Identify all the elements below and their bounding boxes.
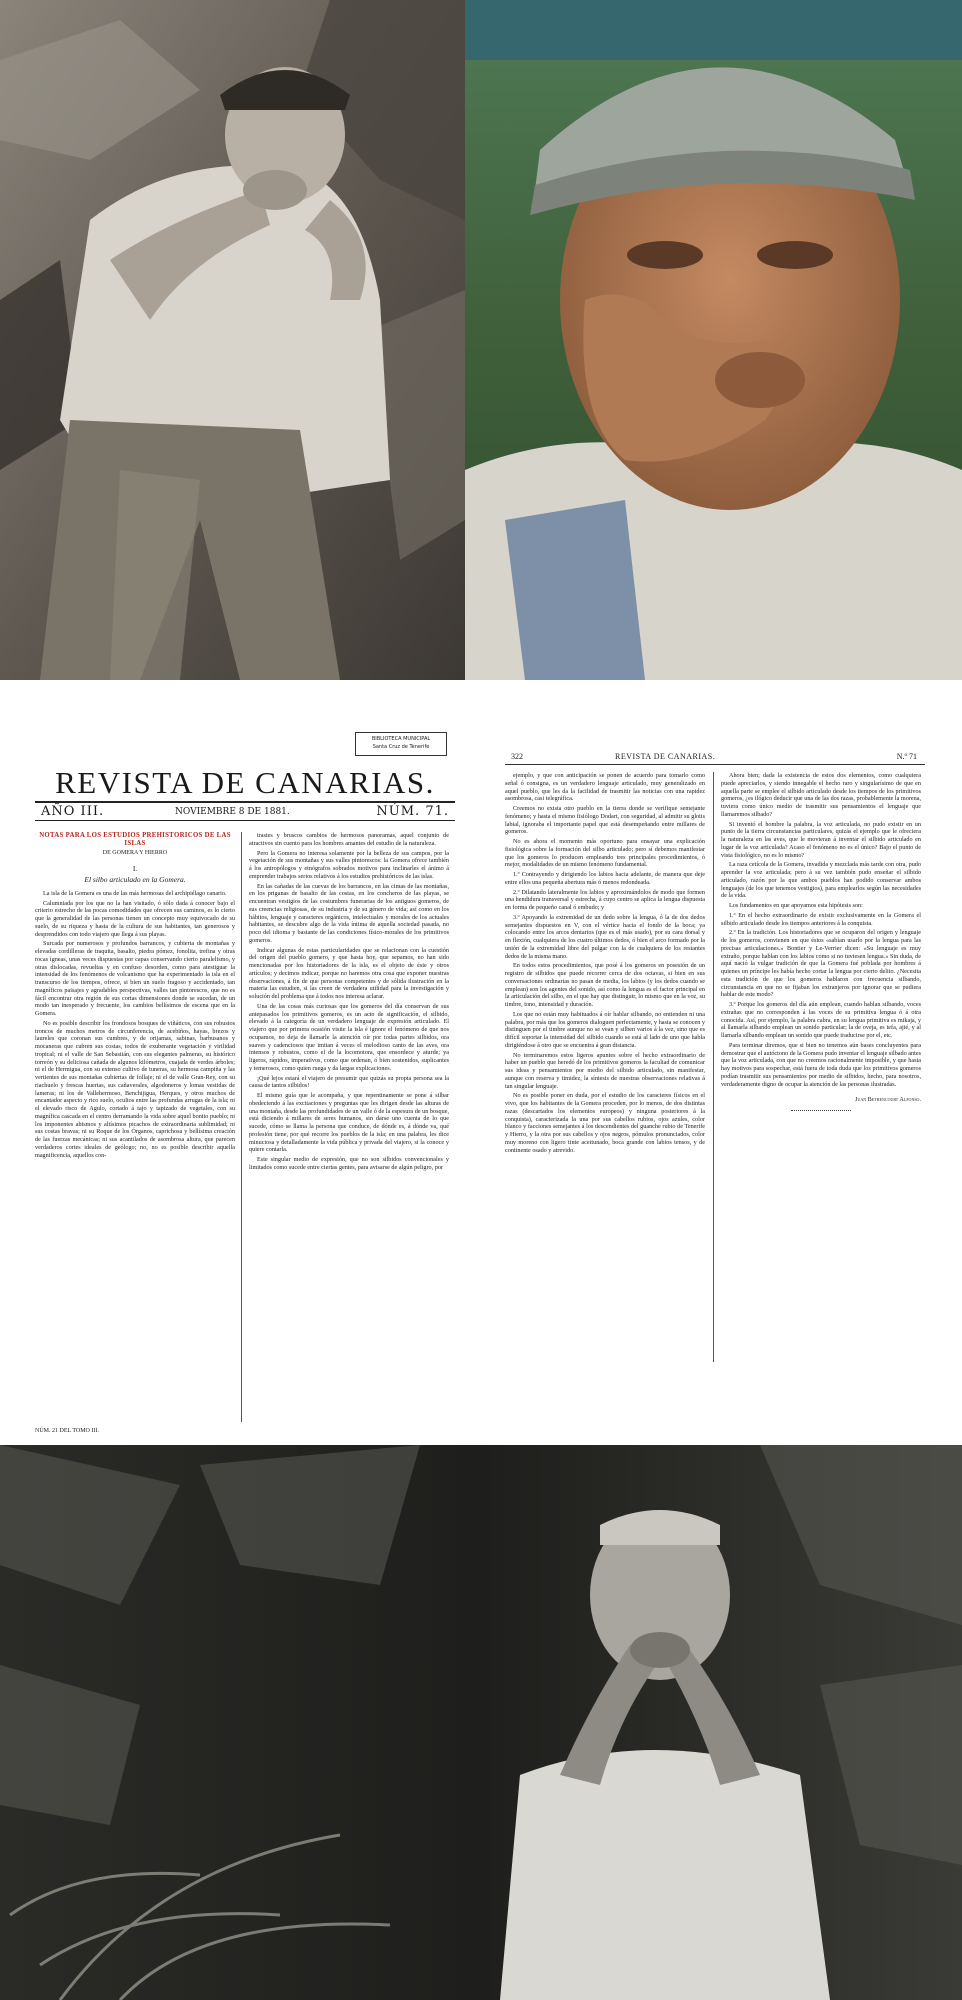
whistling-man-color-photo-icon [465, 0, 962, 680]
article-paragraph: Este singular medio de expresión, que no son silbidos convencionales y limitados como sucede entre ciertas gentes, para avisarse de algún peligro, por [249, 1156, 449, 1171]
page-number: 322 [511, 752, 523, 761]
article-paragraph: No es ahora el momento más oportuno para ensayar una explicación fisiológica sobre la formación del silbo articulado; pero sí debemos manifestar que los gomeros lo producen empleando tres principales procedimientos, ó mejor, modalidades de un mismo fenómeno fundamental. [505, 838, 705, 869]
article-paragraph: Surcada por numerosos y profundos barrancos, y cubierta de montañas y elevadas cordilleras de traquita, basalto, piedra pómez, fonolita, trefina y otras rocas ígneas, unas veces dispuestas por capas conservando cierto paralelismo, y otras dislocadas, revueltas y en confuso desorden, como para atestiguar la intensidad de los fenómenos de volcanismo que ha experimentado la isla en el transcurso de los tiempos, ofrece, si bien un suelo fragoso y accidentado, tan magníficos paisajes y agradables perspectivas, valles tan pintorescos, que no es fácil encontrar otra región de sus cortas dimensiones donde se sucedan, de un modo tan inesperado y frecuente, los cambios bellísimos de escena que en la Gomera. [35, 940, 235, 1017]
article-paragraph: No es posible describir los frondosos bosques de viñáticos, con sus robustos troncos de muchos metros de circunferencia, de acebiños, hayas, brezos y laureles que coronan sus cumbres, y de orijamas, sabinas, barbusanos y mocaneras que cubren sus costas, todos de exuberante vegetación y virilidad tropical; ni el valle de San Sebastián, con sus elegantes palmeras, su histórico torreón y su deliciosa cañada de algunos kilómetros, cuajada de verdes árboles; ni el de Hermigua, con su extenso cultivo de tuneras, su hermosa campiña y las vertientes de sus montañas cubiertas de follaje; ni el de valle Gran-Rey, con su riachuelo y frescas huertas, sus cañaverales, algodoneros y lomas vestidas de lameras; ni los de Vallehermoso, Benchijigua, Herques, y otros muchos de encantador aspecto y rico suelo, ocultos entre las profundas arrugas de la isla; ni el elevado risco de Agulo, cortado á tajo y tapizado de vegetales, con su magnífica cascada en el centro derramando la vida sobre aquel bonito pueblo; ni los imponentes abismos y altísimos picachos de extraordinaria sublimidad; ni sus costas bravas; ni su Roque de los Órganos, caprichosa y bellísima creación de las fuerzas mecánicas; ni sus acantilados de asombrosa altura, que parecen verdaderos cortes ideales de geólogo; no, no es posible describir aquella magnificencia, aquellos con- [35, 1019, 235, 1159]
column-divider [241, 832, 242, 1422]
article-column-2 [249, 832, 449, 1422]
section-subheading: DE GOMERA Y HIERRO [102, 849, 168, 856]
article-paragraph: Creemos no exista otro pueblo en la tierra donde se verifique semejante fenómeno; y hasta el mismo fisiólogo Dodart, con seguridad, al admitir su glotis labial, ignoraba el importante papel que está desempeñando entre millares de gomeros. [505, 805, 705, 836]
signature-rule [791, 1110, 851, 1111]
article-paragraph: ¡Qué lejos estará el viajero de presumir que quizás su propia persona sea la causa de tantos silbidos! [249, 1074, 449, 1090]
whistling-elderly-man-bw-photo-icon [0, 1445, 962, 2000]
issue-date: NOVIEMBRE 8 DE 1881. [175, 807, 290, 817]
section-heading: NOTAS PARA LOS ESTUDIOS PREHISTÓRICOS DE LAS ISLAS [39, 832, 231, 847]
masthead: REVISTA DE CANARIAS. [55, 765, 435, 800]
column-text [505, 772, 705, 1154]
article-paragraph: 2.º Dilatando lateralmente los labios y aproximándolos de modo que formen una hendidura transversal y estrecha, á cuyo centro se aplica la lengua dispuesta en forma de pequeño canal ó embudo; y [505, 888, 705, 911]
article-paragraph: 1.º Contrayendo y dirigiendo los labios hacia adelante, de manera que deje entre ellos una pequeña abertura más ó menos redondeada. [505, 871, 705, 886]
article-paragraph: Para terminar diremos, que si bien no tenemos aún bases concluyentes para demostrar que el autóctono de la Gomera pudo inventar el lenguaje silbado antes que la voz articulada, con que no creemos racionalmente imposible, y que hasta hay motivos para sospechar, está fuera de toda duda que los primitivos gomeros podían trasmitir sus pensamientos por medio de silbidos, hecho, para nosotros, verdaderamente digno de ocupar la atención de las personas ilustradas. [721, 1041, 921, 1088]
whistling-man-bw-photo-icon [0, 0, 465, 680]
newspaper-page-left [35, 680, 455, 1445]
column-text [721, 772, 921, 1088]
article-paragraph: Una de las cosas más curiosas que los gomeros del día conservan de sus antepasados los primitivos gomeros, es un acto de significación, el silbido, elevado á la categoría de un verdadero lenguaje de expresión articulado. El viajero que por primera ocasión visite la isla é ignore el fenómeno de que nos ocupamos, no deja de llamarle la atención oír por todas partes silbidos, ora suaves y cadenciosos que imitan á veces el melodioso canto de las aves, ora intensos y robustos, como el de la locomotora, que ensordece y aturde; ya ligeros, rápidos, imperativos, como que ordenan, ó bien sostenidos, suplicantes y temerosos, como quien ruega y da largas explicaciones. [249, 1002, 449, 1072]
photo-whistling-man-color [465, 0, 962, 680]
article-paragraph: No es posible poner en duda, por el estudio de los caracteres físicos en el vivo, que los habitantes de la Gomera proceden, por lo menos, de dos distintas razas (descartados los elementos europeos) y ninguna posteriores á la conquista), caracterizada la una por sus cabellos rubios, ojos azules, color blanco y facciones semejantes á los descendientes del guanche rubio de Tenerife y Hierro, y la otra por sus cabellos y ojos negros, pómulos pronunciados, color muy moreno con ligero tinte aceitunado, boca grande con labios tensos, y de continente osado y atrevido. [505, 1092, 705, 1154]
article-column-1 [35, 832, 235, 1422]
article-paragraph: 3.º Apoyando la extremidad de un dedo sobre la lengua, ó la de dos dedos semejantes dispuestos en V, con el vértice hacia el fondo de la boca; ya colocando entre los arcos dentarios (que es el más usado), por su cara dorsal y en flexión, cualquiera de los cuatro últimos dedos, ó bien el arco formado por la unión de la extremidad libre del pulgar con la de cualquiera de los restantes dedos de la misma mano. [505, 913, 705, 960]
issue-line [35, 801, 455, 821]
article-paragraph: Indicar algunas de estas particularidades que se relacionan con la cuestión del origen del pueblo gomero, y que hasta hoy, que sepamos, no han sido mencionadas por los historiadores de la isla, es el objeto de éste y otros artículos; y decimos indicar, porque no haremos otra cosa que exponer nuestras observaciones, á fin de que personas competentes y de sólida ilustración en la materia las estudien, si las creen de verdadera utilidad para la investigación y solución del problema que á todos nos interesa aclarar. [249, 946, 449, 1000]
column-text [35, 890, 235, 1160]
article-column-4 [721, 772, 921, 1362]
article-paragraph: trastes y bruscos cambios de hermosos panoramas, aquel conjunto de atractivos sin cuento para los hombres amantes del estudio de la naturaleza. [249, 832, 449, 847]
column-divider [713, 772, 714, 1362]
page-footer-note: NÚM. 21 DEL TOMO III. [35, 1428, 99, 1434]
issue-number: N.º 71 [896, 752, 917, 761]
library-stamp-line: BIBLIOTECA MUNICIPAL [371, 736, 431, 742]
issue-year: AÑO III. [41, 804, 105, 819]
article-paragraph: ejemplo, y que con anticipación se ponen de acuerdo para tomarlo como señal ó consigna, es un verdadero lenguaje articulado, muy generalizado en aquel pueblo, que les da la facilidad de trasmitir las noticias con una rapidez asombrosa, casi telegráfica. [505, 772, 705, 803]
article-paragraph: 1.º En el hecho extraordinario de existir exclusivamente en la Gomera el silbido articulado desde los tiempos anteriores á la conquista. [721, 911, 921, 927]
article-paragraph: 3.º Porque los gomeros del día aún emplean, cuando hablan silbando, voces extrañas que no corresponden á las voces de su primitiva lengua ó á otra conocida. Así, por ejemplo, la palabra cabra, en su lengua primitiva es mikaja, y al llamarla silbando emplean un sonido particular; la de oveja, es tefa, ajié, y al llamarla silbando emplean un sonido que puede traducirse por el, etc. [721, 1001, 921, 1039]
issue-number: NÚM. 71. [376, 804, 449, 819]
article-paragraph: Los fundamentos en que apoyamos esta hipótesis son: [729, 902, 863, 909]
chapter-title: El silbo articulado en la Gomera. [84, 875, 186, 884]
article-paragraph: Si inventó el hombre la palabra, la voz articulada, no pudo existir en un punto de la tierra circunstancias particulares, quizás el ejemplo que le ofreciera la naturaleza en las aves, que le movieran á inventar el silbido articulado en lugar de la voz articulada? Acaso el fenómeno no es el único? Bajo el punto de vista fisiológico, no es lo mismo? [721, 820, 921, 859]
chapter-number: I. [132, 864, 138, 874]
library-stamp-line: Santa Cruz de Tenerife [372, 744, 430, 750]
article-paragraph: No terminaremos estos ligeros apuntes sobre el hecho extraordinario de haber un pueblo que heredó de los primitivos gomeros la facultad de comunicar sus ideas y pensamientos por medio del silbido articulado, sin manifestar, aunque con reserva y timidez, la síntesis de nuestras observaciones relativas á tan singular lenguaje. [505, 1051, 705, 1090]
column-text [249, 832, 449, 1172]
photo-whistling-elderly-man-bw [0, 1445, 962, 2000]
newspaper-scan [0, 680, 962, 1445]
article-column-3 [505, 772, 705, 1362]
article-paragraph: La raza cetícola de la Gomera, invadida y mezclada más tarde con otra, pudo aprender la voz articulada; pero á su vez también pudo enseñar el silbido articulado, razón por la que ambos pueblos han podido conservar ambos lenguajes (de los que tenemos vestigios), para emplearlos según las necesidades de la vida. [721, 861, 921, 900]
article-paragraph: La isla de la Gomera es una de las más hermosas del archipiélago canario. [43, 889, 227, 897]
page-title: REVISTA DE CANARIAS. [615, 752, 716, 761]
article-paragraph: Ahora bien; dada la existencia de estos dos elementos, como cualquiera puede apreciarlos, y siendo innegable el hecho raro y singularísimo de que en aquella parte se emplee el silbido articulado desde los tiempos de los primitivos gomeros, ¿es ilógico deducir que una de las dos razas, probablemente la morena, tuviera como único medio de trasmitir sus pensamientos el lenguaje que llamaremos silbado? [721, 772, 921, 818]
author-signature: Juan Bethencourt Alfonso. [855, 1096, 921, 1104]
newspaper-page-right [505, 680, 925, 1445]
article-paragraph: En todos estos procedimientos, que posé á los gomeros en posesión de un registro de silbidos que puede recorrer cerca de dos octavas, si bien en sus conversaciones ordinarias no pasan de media, los labios (y los dedos cuando se emplean) son los agentes del sonido, así como la lengua es el factor principal en la articulación del silbo, en el que hay que distinguir, lo mismo que en la voz, su timbre, tono, intensidad y duración. [505, 962, 705, 1008]
article-paragraph: El mismo guía que le acompaña, y que repentinamente se pone á silbar obedeciendo á las excitaciones y preguntas que les dirigen desde las alturas de una montaña, desde las profundidades de un valle ó de la espesura de un bosque, está diciendo á millares de seres humanos, sin darse uno cuenta de lo que sucede, cómo se llama la persona que conduce, de dónde es, á dónde va, qué profesión tiene, por qué recorre los pueblos de la isla; en una palabra, les dice minuciosa y detalladamente la vida pública y privada del viajero, si la conoce y quiere contarla. [249, 1092, 449, 1154]
article-paragraph: Los que no están muy habituados á oír hablar silbando, no entienden ni una palabra, por más que los gomeros dialoguen perfectamente, y hasta se conocen y distinguen por el timbre aunque no se vean y silben varios á la vez, sino que es difícil soportar la intensidad del silbido cuando se está al lado de uno que habla dirigiéndose á otro que se encuentra á gran distancia. [505, 1010, 705, 1049]
article-paragraph: Calumniada por los que no la han visitado, ó sólo dada á conocer bajo el criterio estrecho de las pocas comodidades que ofrecen sus caminos, es lo cierto que la generalidad de las personas tienen un concepto muy equivocado de su suelo, de su riqueza y hasta de la cultura de sus habitantes, tan generosos y desprendidos con todo viajero que llega á sus playas. [35, 899, 235, 938]
photo-whistling-man-bw [0, 0, 465, 680]
page-header [505, 750, 925, 765]
article-paragraph: 2.º En la tradición. Los historiadores que se ocuparon del origen y lenguaje de los gomeros, convienen en que éstos «sabían usarlo por la lengua para las precisas articulaciones.» Bontier y Le-Verrier dicen: «Su lenguaje es muy extraño, porque hablan con los labios como si no tuviesen lengua.» Sin duda, de aquí nació la vulgar tradición de que la Gomera fué poblada por hombres á quienes un príncipe les había hecho cortar la lengua por cierto delito. ¿Necesita esta tradición de que los gomeros hablaron con frecuencia silbando, circunstancia en que no se fijaban los extranjeros por ignorar que se pudiera hablar de este modo? [721, 929, 921, 999]
article-paragraph: En las cañadas de las cuevas de los barrancos, en las cimas de las montañas, en los priganas de basalto de las costas, en los concheros de las playas, se encuentran vestigios de las costumbres funerarias de los antiguos gomeros, de sus creencias religiosas, de su industria y de su género de vida; así como en los hábitos, lenguaje y caracteres orgánicos, intelectuales y morales de los actuales habitantes, se descubre algo de la vida íntima de aquella sociedad pasada, no poco del idioma y bastante de las condiciones físico-morales de los primitivos gomeros. [249, 882, 449, 944]
article-paragraph: Pero la Gomera no interesa solamente por la belleza de sus campos, por la vegetación de sus montañas y sus valles pintorescos: la Gomera ofrece también á los antropólogos y etnógrafos sobrados motivos para inclinarles el ánimo á emprender trabajos serios relativos á los estudios prehistóricos de las islas. [249, 849, 449, 880]
library-stamp [355, 732, 447, 756]
